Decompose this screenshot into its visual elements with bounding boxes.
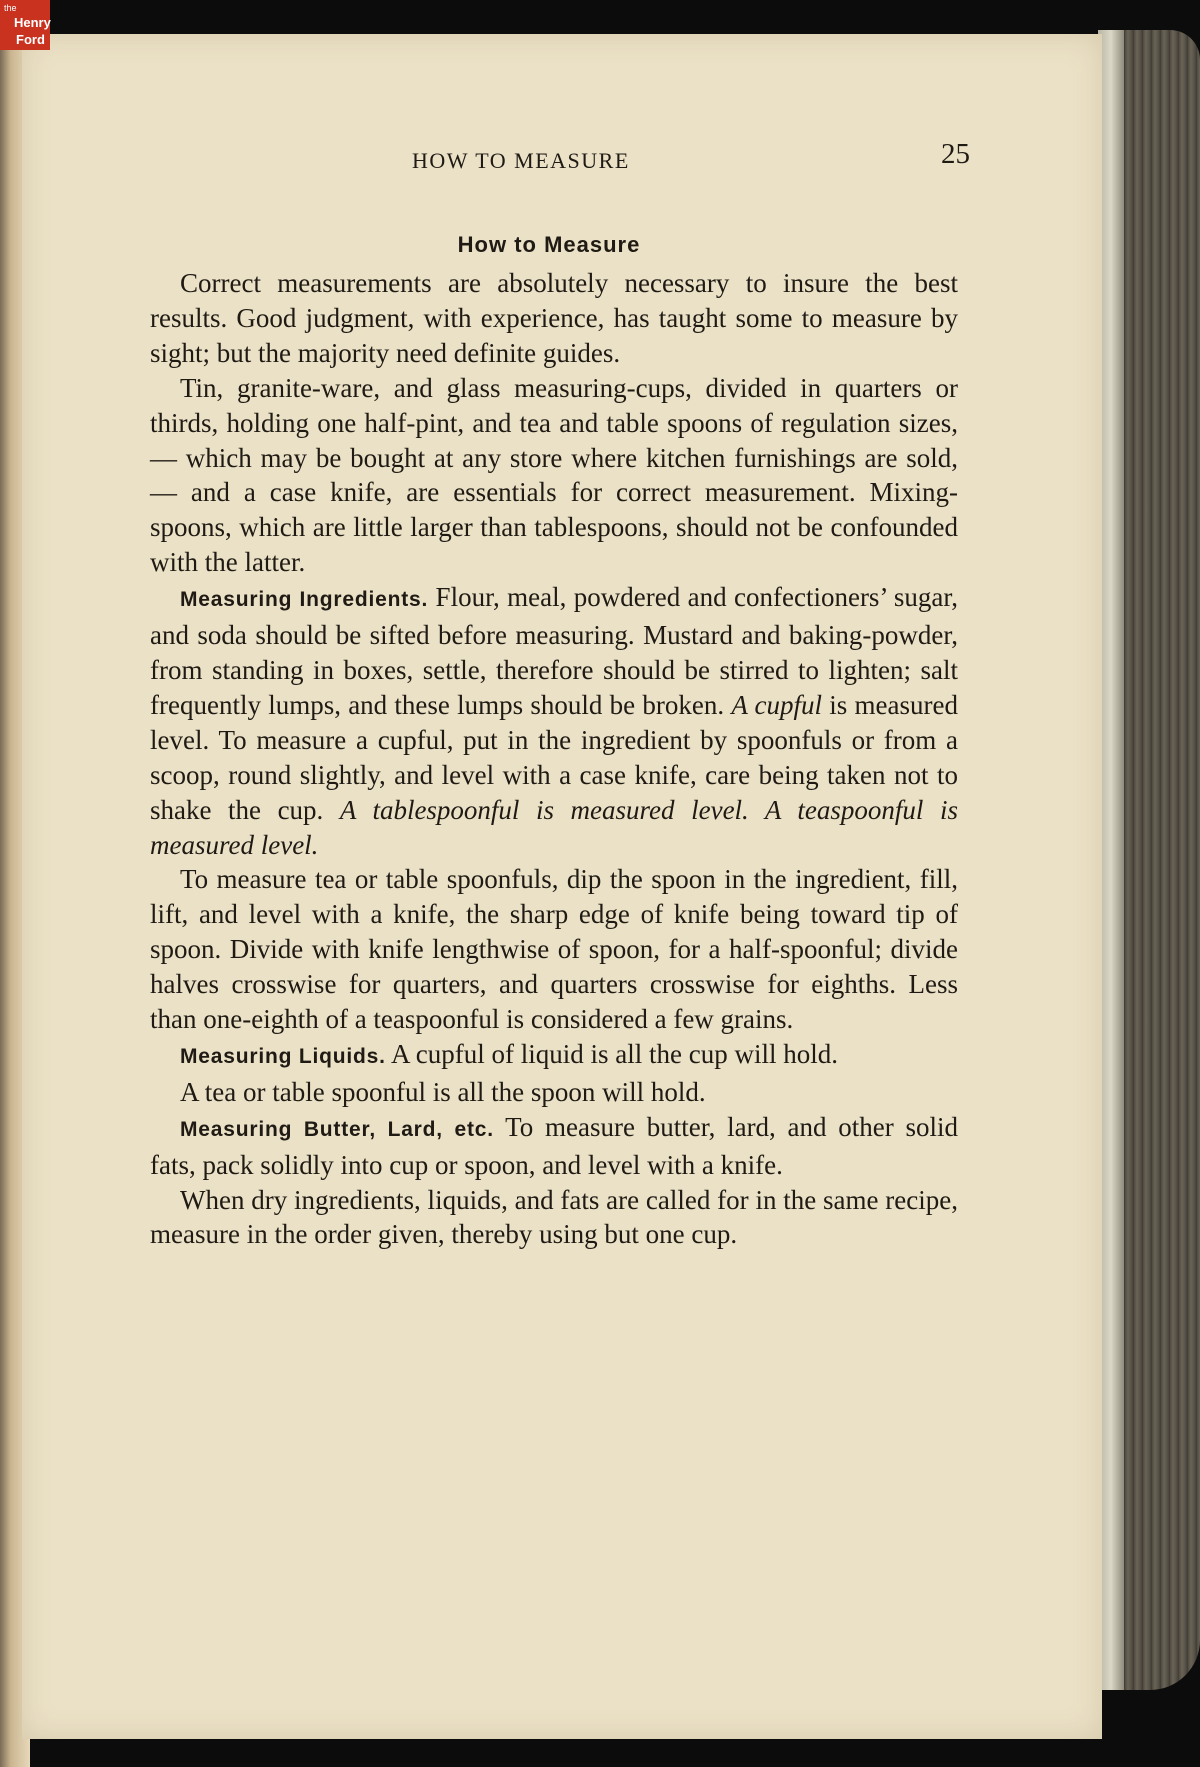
running-head: HOW TO MEASURE <box>412 148 630 173</box>
body-text <box>150 266 958 1252</box>
subhead-measuring-liquids: Measuring Liquids. <box>180 1044 386 1068</box>
paragraph-measuring-ingredients <box>150 580 958 862</box>
paragraph-3-italic-a: A cupful <box>731 689 823 720</box>
page-number: 25 <box>941 138 970 170</box>
section-heading: How to Measure <box>457 232 641 257</box>
subhead-measuring-ingredients: Measuring Ingredients. <box>180 588 429 612</box>
paragraph-2: Tin, granite-ware, and glass measuring-cups, divided in quarters or thirds, holding one half-pint, and tea and table spoons of regulation sizes, — which may be bought at any store where kitchen furnishings are sold, — and a case knife, are essentials for correct measurement. Mixing-spoons, which are little larger than tablespoons, should not be confounded with the latter. <box>150 372 958 578</box>
paragraph-3-text-a: Flour, meal, powdered and confectioners’ sugar, and soda should be sifted before measuring. Mustard and baking-powder, from standing in boxes, settle, therefore should be stirred to lighten; salt frequently lumps, and these lumps should be broken. <box>150 582 958 720</box>
logo-the: the <box>4 3 17 13</box>
paragraph-8: When dry ingredients, liquids, and fats are called for in the same recipe, measure in the order given, thereby using but one cup. <box>150 1184 958 1250</box>
paragraph-6: A tea or table spoonful is all the spoon will hold. <box>180 1076 706 1107</box>
paragraph-measuring-butter <box>150 1110 958 1183</box>
logo-line-ford: Ford <box>16 32 45 47</box>
paragraph-5-text: A cupful of liquid is all the cup will hold. <box>385 1038 838 1069</box>
paragraph-7-text: To measure butter, lard, and other solid fats, pack solidly into cup or spoon, and level with a knife. <box>150 1111 958 1180</box>
henry-ford-logo <box>0 0 50 50</box>
paragraph-3-italic-b: A tablespoonful is measured level. A teaspoonful is measured level. <box>150 794 958 860</box>
paragraph-3-text-b: is measured level. To measure a cupful, put in the ingredient by spoonfuls or from a scoop, round slightly, and level with a case knife, care being taken not to shake the cup. <box>150 689 958 825</box>
paragraph-measuring-liquids <box>150 1037 958 1075</box>
logo-line-henry: Henry <box>14 15 51 30</box>
paragraph-4: To measure tea or table spoonfuls, dip the spoon in the ingredient, fill, lift, and level with a knife, the sharp edge of knife being toward tip of spoon. Divide with knife lengthwise of spoon, for a half-spoonful; divide halves crosswise for quarters, and quarters crosswise for eighths. Less than one-eighth of a teaspoonful is considered a few grains. <box>150 864 958 1035</box>
subhead-measuring-butter: Measuring Butter, Lard, etc. <box>180 1117 494 1141</box>
paragraph-1: Correct measurements are absolutely necessary to insure the best results. Good judgment, with experience, has taught some to measure by sight; but the majority need definite guides. <box>150 268 958 368</box>
